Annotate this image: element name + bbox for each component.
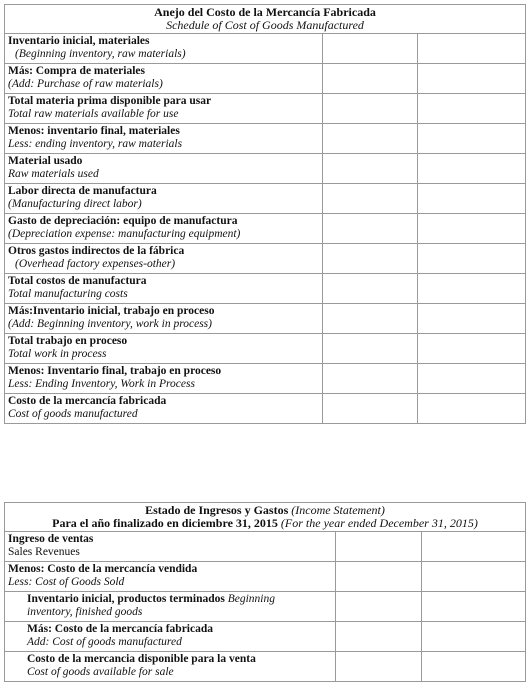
row-label — [5, 622, 336, 652]
row-label-es: Menos: Costo de la mercancía vendida — [8, 563, 198, 575]
row-label-es: Inventario inicial, productos terminados — [27, 593, 225, 605]
total-cell[interactable] — [418, 214, 526, 244]
row-label-es: Más: Compra de materiales — [8, 65, 146, 77]
row-label-en: Less: Ending Inventory, Work in Process — [8, 378, 195, 390]
total-cell[interactable] — [418, 154, 526, 184]
income-header — [5, 503, 526, 532]
row-label-es: Labor directa de manufactura — [8, 185, 157, 197]
table-row — [5, 214, 526, 244]
row-label-es: Menos: Inventario final, trabajo en proceso — [8, 365, 222, 377]
total-cell[interactable] — [418, 334, 526, 364]
amount-cell[interactable] — [323, 304, 418, 334]
table-row — [5, 154, 526, 184]
income-title: Estado de Ingresos y Gastos — [145, 503, 289, 517]
amount-cell[interactable] — [323, 154, 418, 184]
amount-cell[interactable] — [323, 244, 418, 274]
table-row — [5, 94, 526, 124]
row-label-es: Material usado — [8, 155, 83, 167]
total-cell[interactable] — [418, 184, 526, 214]
total-cell[interactable] — [418, 304, 526, 334]
row-label-es: Total costos de manufactura — [8, 275, 147, 287]
income-period: Para el año finalizado en diciembre 31, 2015 — [52, 516, 278, 530]
table-row — [5, 244, 526, 274]
table-row — [5, 364, 526, 394]
row-label — [5, 244, 323, 274]
total-cell[interactable] — [418, 244, 526, 274]
amount-cell[interactable] — [336, 652, 422, 682]
income-statement-table — [4, 502, 526, 682]
row-label — [5, 394, 323, 424]
total-cell[interactable] — [418, 94, 526, 124]
row-label-en: Raw materials used — [8, 168, 99, 180]
row-label-en: (Add: Beginning inventory, work in process) — [8, 318, 212, 330]
row-label-es: Total trabajo en proceso — [8, 335, 128, 347]
total-cell[interactable] — [418, 64, 526, 94]
income-header-row — [5, 503, 526, 532]
row-label-es: Costo de la mercancía fabricada — [8, 395, 167, 407]
row-label-es: Más: Costo de la mercancía fabricada — [27, 623, 213, 635]
row-label-en: Less: Cost of Goods Sold — [8, 576, 125, 588]
row-label — [5, 124, 323, 154]
amount-cell[interactable] — [323, 394, 418, 424]
total-cell[interactable] — [418, 274, 526, 304]
total-cell[interactable] — [422, 562, 526, 592]
total-cell[interactable] — [422, 532, 526, 562]
amount-cell[interactable] — [323, 34, 418, 64]
total-cell[interactable] — [422, 592, 526, 622]
schedule-subtitle: Schedule of Cost of Goods Manufactured — [166, 18, 364, 32]
row-label-en: Sales Revenues — [8, 546, 80, 558]
amount-cell[interactable] — [336, 532, 422, 562]
row-label — [5, 154, 323, 184]
amount-cell[interactable] — [323, 364, 418, 394]
row-label — [5, 364, 323, 394]
row-label-en: Total manufacturing costs — [8, 288, 128, 300]
row-label-en: Less: ending inventory, raw materials — [8, 138, 183, 150]
row-label-en: (Add: Purchase of raw materials) — [8, 78, 163, 90]
total-cell[interactable] — [418, 364, 526, 394]
row-label-en: inventory, finished goods — [27, 606, 143, 618]
row-label — [5, 304, 323, 334]
amount-cell[interactable] — [323, 184, 418, 214]
table-row — [5, 304, 526, 334]
row-label — [5, 592, 336, 622]
row-label-es: Menos: inventario final, materiales — [8, 125, 180, 137]
row-label — [5, 34, 323, 64]
table-row — [5, 622, 526, 652]
table-row — [5, 184, 526, 214]
row-label-en: (Overhead factory expenses-other) — [15, 258, 176, 270]
amount-cell[interactable] — [336, 592, 422, 622]
row-label-en: (Depreciation expense: manufacturing equipment) — [8, 228, 241, 240]
amount-cell[interactable] — [336, 562, 422, 592]
row-label — [5, 532, 336, 562]
row-label-es: Total materia prima disponible para usar — [8, 95, 212, 107]
row-label-es: Inventario inicial, materiales — [8, 35, 150, 47]
table-row — [5, 34, 526, 64]
row-label-es: Gasto de depreciación: equipo de manufactura — [8, 215, 238, 227]
table-row — [5, 562, 526, 592]
row-label-en-inline: Beginning — [227, 593, 276, 605]
table-row — [5, 124, 526, 154]
table-row — [5, 394, 526, 424]
total-cell[interactable] — [418, 34, 526, 64]
table-row — [5, 652, 526, 682]
schedule-header-row — [5, 5, 526, 34]
total-cell[interactable] — [418, 124, 526, 154]
amount-cell[interactable] — [323, 64, 418, 94]
row-label — [5, 184, 323, 214]
row-label-en: Add: Cost of goods manufactured — [27, 636, 182, 648]
total-cell[interactable] — [422, 622, 526, 652]
amount-cell[interactable] — [323, 94, 418, 124]
row-label — [5, 214, 323, 244]
table-row — [5, 334, 526, 364]
row-label-en: Cost of goods available for sale — [27, 666, 174, 678]
schedule-title: Anejo del Costo de la Mercancía Fabricada — [154, 5, 376, 19]
schedule-cogm-table — [4, 4, 526, 424]
row-label-es: Más:Inventario inicial, trabajo en proceso — [8, 305, 215, 317]
amount-cell[interactable] — [323, 124, 418, 154]
amount-cell[interactable] — [323, 274, 418, 304]
income-period-en: (For the year ended December 31, 2015) — [280, 516, 478, 530]
row-label — [5, 652, 336, 682]
amount-cell[interactable] — [336, 622, 422, 652]
row-label — [5, 64, 323, 94]
row-label-en: (Beginning inventory, raw materials) — [15, 48, 186, 60]
row-label-en: Cost of goods manufactured — [8, 408, 138, 420]
row-label-es: Otros gastos indirectos de la fábrica — [8, 245, 185, 257]
row-label-es: Ingreso de ventas — [8, 533, 94, 545]
row-label — [5, 334, 323, 364]
schedule-header — [5, 5, 526, 34]
row-label-en: Total raw materials available for use — [8, 108, 179, 120]
row-label — [5, 94, 323, 124]
row-label-en: Total work in process — [8, 348, 107, 360]
row-label-en: (Manufacturing direct labor) — [8, 198, 142, 210]
row-label-es: Costo de la mercancia disponible para la venta — [27, 653, 256, 665]
table-row — [5, 592, 526, 622]
row-label — [5, 562, 336, 592]
total-cell[interactable] — [422, 652, 526, 682]
amount-cell[interactable] — [323, 214, 418, 244]
income-title-en: (Income Statement) — [291, 503, 385, 517]
table-row — [5, 274, 526, 304]
amount-cell[interactable] — [323, 334, 418, 364]
table-row — [5, 532, 526, 562]
total-cell[interactable] — [418, 394, 526, 424]
row-label — [5, 274, 323, 304]
table-row — [5, 64, 526, 94]
